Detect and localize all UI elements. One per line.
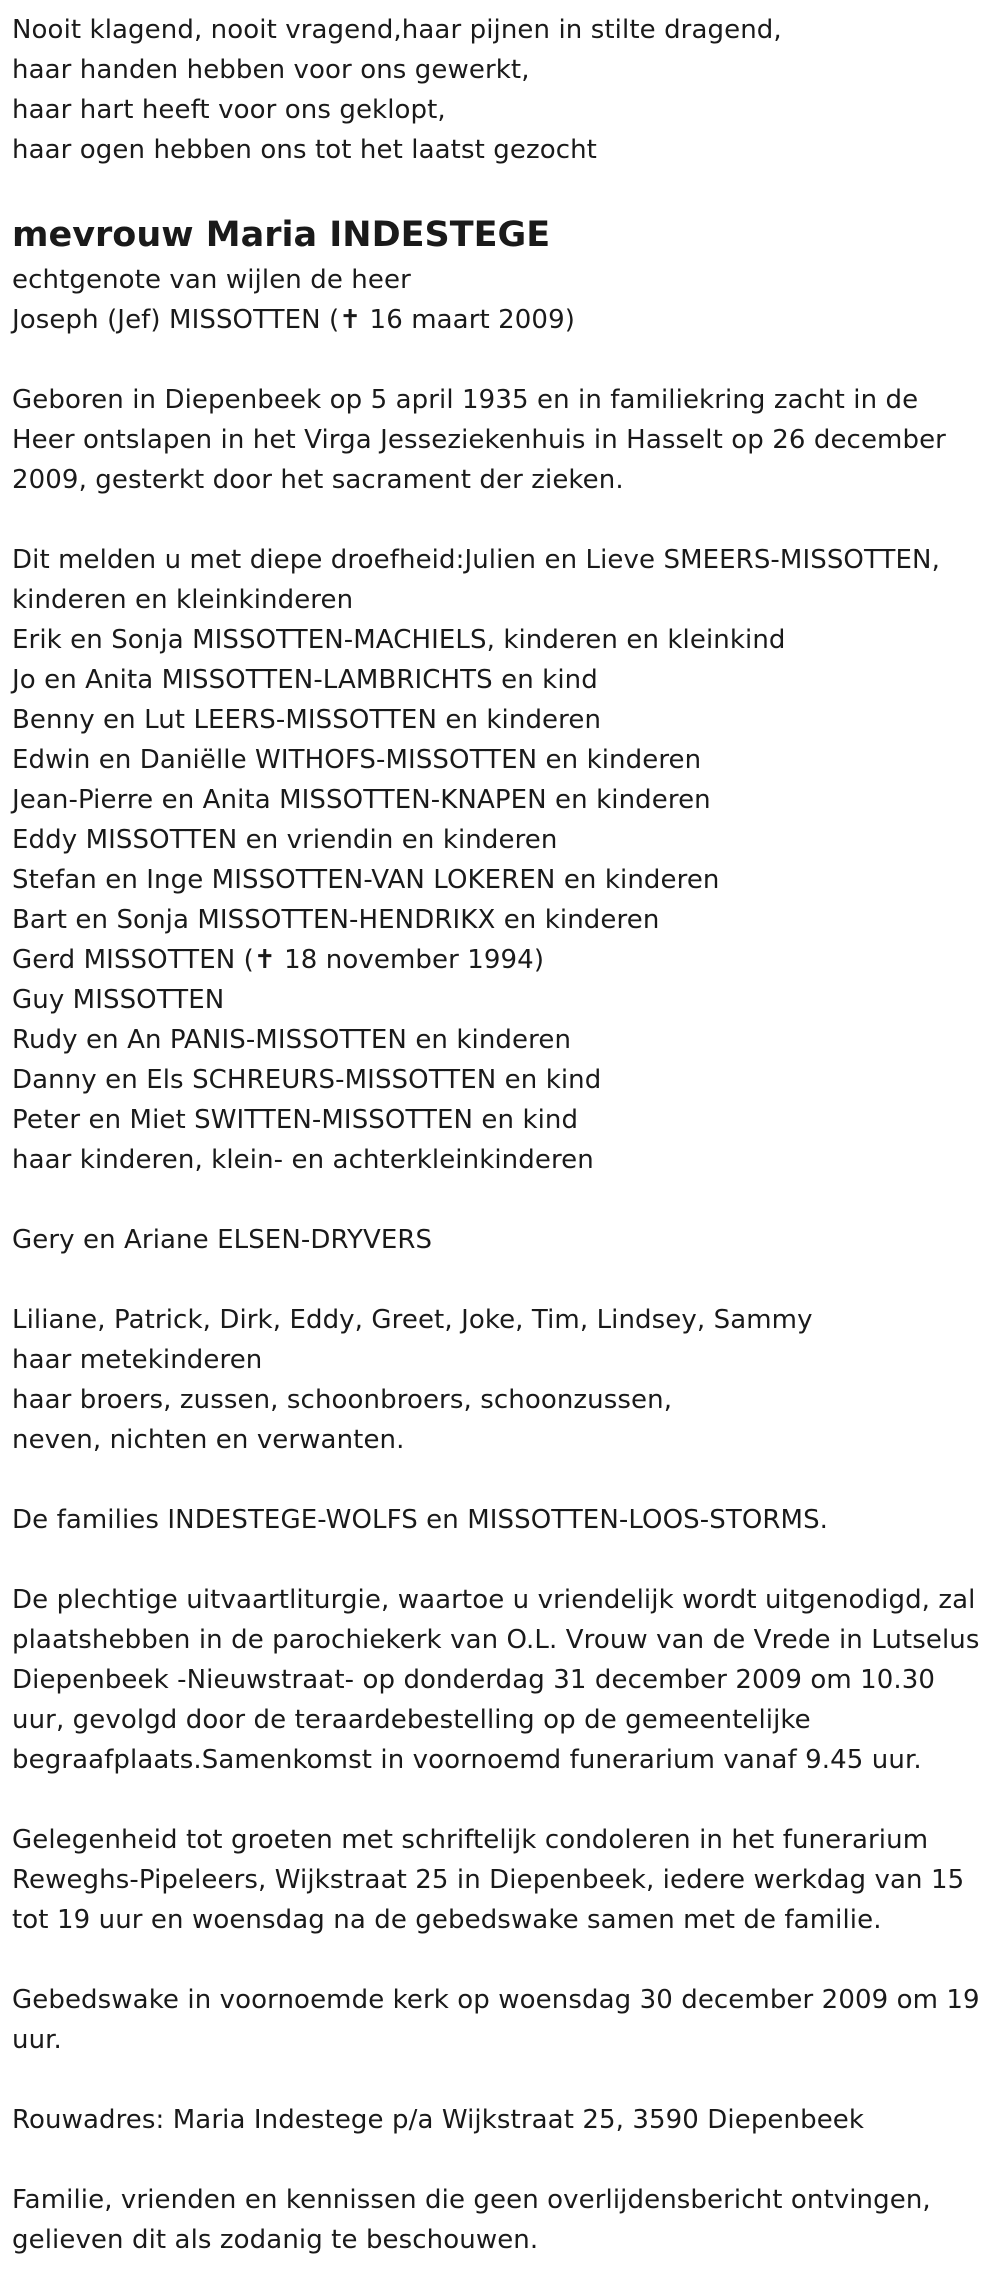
text-line: tot 19 uur en woensdag na de gebedswake samen met de familie. [12, 1905, 882, 1935]
mourner-line: Gerd MISSOTTEN (✝ 18 november 1994) [12, 945, 545, 975]
sibling-block [12, 1220, 1000, 1260]
text-line: haar metekinderen [12, 1345, 263, 1375]
text-line: Diepenbeek -Nieuwstraat- op donderdag 31 december 2009 om 10.30 [12, 1665, 936, 1695]
mourner-line: Eddy MISSOTTEN en vriendin en kinderen [12, 825, 558, 855]
mourner-line: Danny en Els SCHREURS-MISSOTTEN en kind [12, 1065, 602, 1095]
text-line: Heer ontslapen in het Virga Jesseziekenhuis in Hasselt op 26 december [12, 425, 946, 455]
funeral-block [12, 1580, 1000, 1780]
birth-death-block [12, 380, 1000, 500]
vigil-block [12, 1980, 1000, 2060]
poem-line: haar handen hebben voor ons gewerkt, [12, 55, 530, 85]
text-line: plaatshebben in de parochiekerk van O.L. Vrouw van de Vrede in Lutselus [12, 1625, 980, 1655]
condolence-block [12, 1820, 1000, 1940]
mourner-line: Peter en Miet SWITTEN-MISSOTTEN en kind [12, 1105, 579, 1135]
deceased-name: mevrouw Maria INDESTEGE [12, 215, 551, 255]
text-line: Gelegenheid tot groeten met schriftelijk condoleren in het funerarium [12, 1825, 929, 1855]
text-line: De plechtige uitvaartliturgie, waartoe u vriendelijk wordt uitgenodigd, zal [12, 1585, 976, 1615]
godchildren-block [12, 1300, 1000, 1460]
text-line: Familie, vrienden en kennissen die geen overlijdensbericht ontvingen, [12, 2185, 931, 2215]
sibling-line: Gery en Ariane ELSEN-DRYVERS [12, 1225, 433, 1255]
text-line: Reweghs-Pipeleers, Wijkstraat 25 in Diepenbeek, iedere werkdag van 15 [12, 1865, 965, 1895]
mourner-line: Dit melden u met diepe droefheid:Julien en Lieve SMEERS-MISSOTTEN, [12, 545, 940, 575]
text-line: gelieven dit als zodanig te beschouwen. [12, 2225, 539, 2255]
closing-block [12, 2180, 1000, 2260]
spouse-line: echtgenote van wijlen de heer [12, 265, 411, 295]
mourner-line: Rudy en An PANIS-MISSOTTEN en kinderen [12, 1025, 572, 1055]
poem-block [12, 10, 1000, 170]
text-line: uur. [12, 2025, 62, 2055]
text-line: Gebedswake in voornoemde kerk op woensdag 30 december 2009 om 19 [12, 1985, 980, 2015]
mourner-line: Jo en Anita MISSOTTEN-LAMBRICHTS en kind [12, 665, 598, 695]
text-line: 2009, gesterkt door het sacrament der zieken. [12, 465, 624, 495]
poem-line: Nooit klagend, nooit vragend,haar pijnen in stilte dragend, [12, 15, 782, 45]
mourner-line: Benny en Lut LEERS-MISSOTTEN en kinderen [12, 705, 602, 735]
address-block [12, 2100, 1000, 2140]
families-block [12, 1500, 1000, 1540]
poem-line: haar hart heeft voor ons geklopt, [12, 95, 446, 125]
deceased-block [12, 210, 1000, 340]
mourner-line: Guy MISSOTTEN [12, 985, 225, 1015]
mourner-line: Edwin en Daniëlle WITHOFS-MISSOTTEN en kinderen [12, 745, 702, 775]
mourners-block [12, 540, 1000, 1180]
mourner-line: Stefan en Inge MISSOTTEN-VAN LOKEREN en kinderen [12, 865, 720, 895]
address-line: Rouwadres: Maria Indestege p/a Wijkstraat 25, 3590 Diepenbeek [12, 2105, 865, 2135]
poem-line: haar ogen hebben ons tot het laatst gezocht [12, 135, 597, 165]
text-line: haar broers, zussen, schoonbroers, schoonzussen, [12, 1385, 673, 1415]
mourner-line: Bart en Sonja MISSOTTEN-HENDRIKX en kinderen [12, 905, 660, 935]
mourner-line: kinderen en kleinkinderen [12, 585, 354, 615]
text-line: Liliane, Patrick, Dirk, Eddy, Greet, Joke, Tim, Lindsey, Sammy [12, 1305, 813, 1335]
mourner-line: Erik en Sonja MISSOTTEN-MACHIELS, kinderen en kleinkind [12, 625, 786, 655]
text-line: uur, gevolgd door de teraardebestelling op de gemeentelijke [12, 1705, 811, 1735]
text-line: begraafplaats.Samenkomst in voornoemd funerarium vanaf 9.45 uur. [12, 1745, 922, 1775]
text-line: Geboren in Diepenbeek op 5 april 1935 en in familiekring zacht in de [12, 385, 919, 415]
text-line: neven, nichten en verwanten. [12, 1425, 405, 1455]
mourner-line: haar kinderen, klein- en achterkleinkinderen [12, 1145, 594, 1175]
spouse-line: Joseph (Jef) MISSOTTEN (✝ 16 maart 2009) [12, 305, 575, 335]
families-line: De families INDESTEGE-WOLFS en MISSOTTEN-LOOS-STORMS. [12, 1505, 829, 1535]
mourner-line: Jean-Pierre en Anita MISSOTTEN-KNAPEN en kinderen [12, 785, 711, 815]
